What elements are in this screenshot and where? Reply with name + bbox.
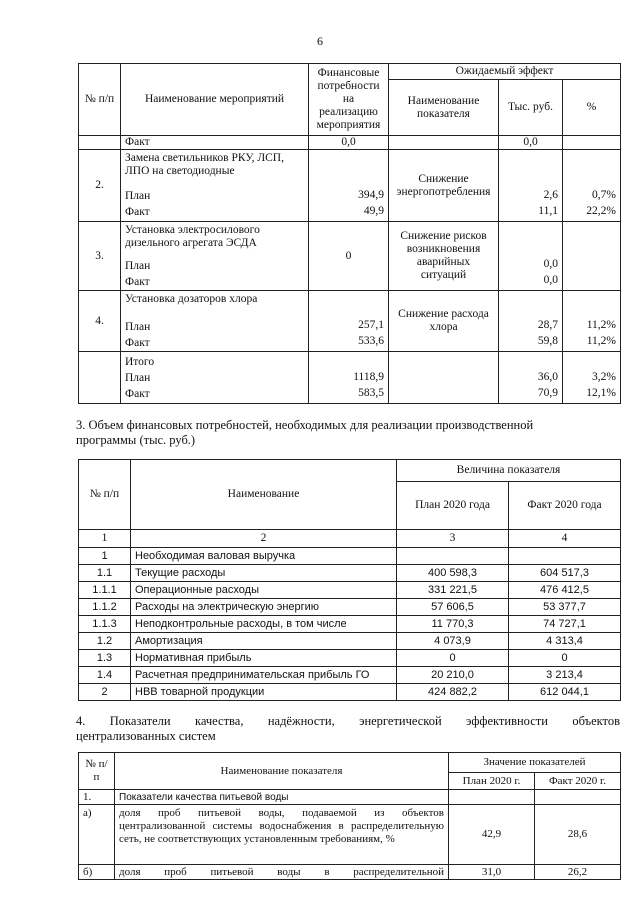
header-num: № п/п <box>79 460 131 530</box>
section-3-heading <box>76 418 620 448</box>
section-3-heading-line: 3. Объем финансовых потребностей, необходимых для реализации производственной <box>76 418 534 432</box>
column-index: 2 <box>131 530 397 548</box>
row-num: 1.3 <box>79 650 131 667</box>
section-3-heading-line: программы (тыс. руб.) <box>76 433 196 447</box>
row-num: 1.1 <box>79 565 131 582</box>
table-row <box>79 222 621 291</box>
header-rub: Тыс. руб. <box>499 80 563 136</box>
indicator: Снижение рисков возникновения аварийных ситуаций <box>389 222 499 291</box>
row-num: 1. <box>79 790 115 805</box>
fact-rub: 59,8 <box>537 335 558 347</box>
header-value: Величина показателя <box>397 460 621 482</box>
header-name: Наименование показателя <box>115 753 449 790</box>
row-fact: 74 727,1 <box>509 616 621 633</box>
header-effect: Ожидаемый эффект <box>389 64 621 80</box>
row-fact: 26,2 <box>535 865 621 880</box>
row-plan: 0 <box>397 650 509 667</box>
table-row <box>79 291 621 352</box>
plan-label: План <box>125 260 151 272</box>
row-num: 1.1.1 <box>79 582 131 599</box>
quality-indicators-table <box>78 752 621 880</box>
row-plan: 11 770,3 <box>397 616 509 633</box>
fact-label: Факт <box>125 337 150 349</box>
header-fact: Факт 2020 г. <box>535 773 621 790</box>
header-plan: План 2020 г. <box>449 773 535 790</box>
plan-finance: 394,9 <box>358 189 384 201</box>
table-row <box>79 667 621 684</box>
table-row <box>79 616 621 633</box>
column-index: 3 <box>397 530 509 548</box>
table-row <box>79 805 621 865</box>
header-indicator: Наименование показателя <box>389 80 499 136</box>
row-num: 1 <box>79 548 131 565</box>
table-row <box>79 650 621 667</box>
header-pct: % <box>563 80 621 136</box>
row-fact: 53 377,7 <box>509 599 621 616</box>
row-fact: 0 <box>509 650 621 667</box>
row-name: доля проб питьевой воды в распределительной <box>115 865 449 880</box>
measure-title: Установка электросилового дизельного агрегата ЭСДА <box>125 224 260 249</box>
row-name: Необходимая валовая выручка <box>131 548 397 565</box>
rub-value: 0,0 <box>499 136 563 150</box>
row-num: 1.1.2 <box>79 599 131 616</box>
section-4-heading-line: централизованных систем <box>76 729 216 743</box>
page-number: 6 <box>317 34 323 48</box>
measure-title: Замена светильников РКУ, ЛСП, ЛПО на светодиодные <box>125 152 284 177</box>
table-row <box>79 599 621 616</box>
plan-pct: 11,2% <box>586 319 616 331</box>
fact-pct: 12,1% <box>586 387 616 399</box>
finance-value: 0,0 <box>309 136 389 150</box>
plan-rub: 2,6 <box>543 189 558 201</box>
row-name: Нормативная прибыль <box>131 650 397 667</box>
row-plan: 20 210,0 <box>397 667 509 684</box>
column-index: 1 <box>79 530 131 548</box>
row-fact: 476 412,5 <box>509 582 621 599</box>
row-name: НВВ товарной продукции <box>131 684 397 701</box>
plan-label: План <box>125 190 151 202</box>
header-finance: Финансовые потребности на реализацию мероприятия <box>309 64 389 136</box>
indicator: Снижение энергопотребления <box>389 150 499 222</box>
fact-rub: 11,1 <box>538 205 558 217</box>
row-num: 4. <box>79 291 121 352</box>
row-plan: 424 882,2 <box>397 684 509 701</box>
row-plan <box>397 548 509 565</box>
row-plan: 4 073,9 <box>397 633 509 650</box>
header-fact: Факт 2020 года <box>509 482 621 530</box>
indicator: Снижение расхода хлора <box>389 291 499 352</box>
row-fact: 3 213,4 <box>509 667 621 684</box>
index-row <box>79 530 621 548</box>
fact-pct: 11,2% <box>586 335 616 347</box>
plan-label: План <box>125 372 151 384</box>
row-plan: 57 606,5 <box>397 599 509 616</box>
fact-label: Факт <box>125 276 150 288</box>
row-fact: 28,6 <box>535 805 621 865</box>
plan-rub: 0,0 <box>543 258 558 270</box>
fact-rub: 0,0 <box>543 274 558 286</box>
row-fact: 612 044,1 <box>509 684 621 701</box>
row-num: а) <box>79 805 115 865</box>
row-num: 2. <box>79 150 121 222</box>
plan-finance: 1118,9 <box>353 371 384 383</box>
header-num: № п/п <box>79 753 115 790</box>
row-plan: 400 598,3 <box>397 565 509 582</box>
fact-pct: 22,2% <box>586 205 616 217</box>
row-num: 3. <box>79 222 121 291</box>
row-name: Текущие расходы <box>131 565 397 582</box>
header-measures: Наименование мероприятий <box>121 64 309 136</box>
plan-pct: 0,7% <box>592 189 616 201</box>
measure-title: Установка дозаторов хлора <box>125 293 258 305</box>
row-fact: 4 313,4 <box>509 633 621 650</box>
finance-value: 0 <box>309 222 389 291</box>
table-row <box>79 565 621 582</box>
section-4-heading-line: 4. Показатели качества, надёжности, энергетической эффективности объектов <box>76 714 620 728</box>
table-row <box>79 136 621 150</box>
table-row <box>79 150 621 222</box>
row-num: 1.4 <box>79 667 131 684</box>
row-num: 2 <box>79 684 131 701</box>
row-name: Операционные расходы <box>131 582 397 599</box>
header-plan: План 2020 года <box>397 482 509 530</box>
fact-label: Факт <box>125 388 150 400</box>
fact-rub: 70,9 <box>537 387 558 399</box>
row-plan: 42,9 <box>449 805 535 865</box>
plan-finance: 257,1 <box>358 319 384 331</box>
row-fact <box>509 548 621 565</box>
section-row <box>79 790 621 805</box>
column-index: 4 <box>509 530 621 548</box>
financial-needs-table <box>78 459 621 701</box>
row-fact: 604 517,3 <box>509 565 621 582</box>
table-row <box>79 548 621 565</box>
table-row <box>79 633 621 650</box>
row-name: Показатели качества питьевой воды <box>115 790 449 805</box>
plan-pct: 3,2% <box>592 371 616 383</box>
row-name: Амортизация <box>131 633 397 650</box>
total-row <box>79 352 621 404</box>
row-name: Неподконтрольные расходы, в том числе <box>131 616 397 633</box>
plan-rub: 28,7 <box>537 319 558 331</box>
row-plan: 31,0 <box>449 865 535 880</box>
header-num: № п/п <box>79 64 121 136</box>
plan-rub: 36,0 <box>537 371 558 383</box>
total-label: Итого <box>125 356 155 368</box>
header-value: Значение показателей <box>449 753 621 773</box>
row-name: Расходы на электрическую энергию <box>131 599 397 616</box>
fact-finance: 583,5 <box>358 387 384 399</box>
fact-label: Факт <box>121 136 309 150</box>
measures-table <box>78 63 621 404</box>
table-row <box>79 865 621 880</box>
row-name: Расчетная предпринимательская прибыль ГО <box>131 667 397 684</box>
row-plan: 331 221,5 <box>397 582 509 599</box>
fact-label: Факт <box>125 206 150 218</box>
row-name: доля проб питьевой воды, подаваемой из объектов централизованной системы водоснабжения в распределительную сеть, не соответствующих установленным требованиям, % <box>115 805 449 865</box>
header-name: Наименование <box>131 460 397 530</box>
section-4-heading <box>76 714 620 744</box>
row-num: 1.2 <box>79 633 131 650</box>
table-row <box>79 684 621 701</box>
row-num: б) <box>79 865 115 880</box>
fact-finance: 533,6 <box>358 335 384 347</box>
plan-label: План <box>125 321 151 333</box>
fact-finance: 49,9 <box>363 205 384 217</box>
table-row <box>79 582 621 599</box>
row-num: 1.1.3 <box>79 616 131 633</box>
